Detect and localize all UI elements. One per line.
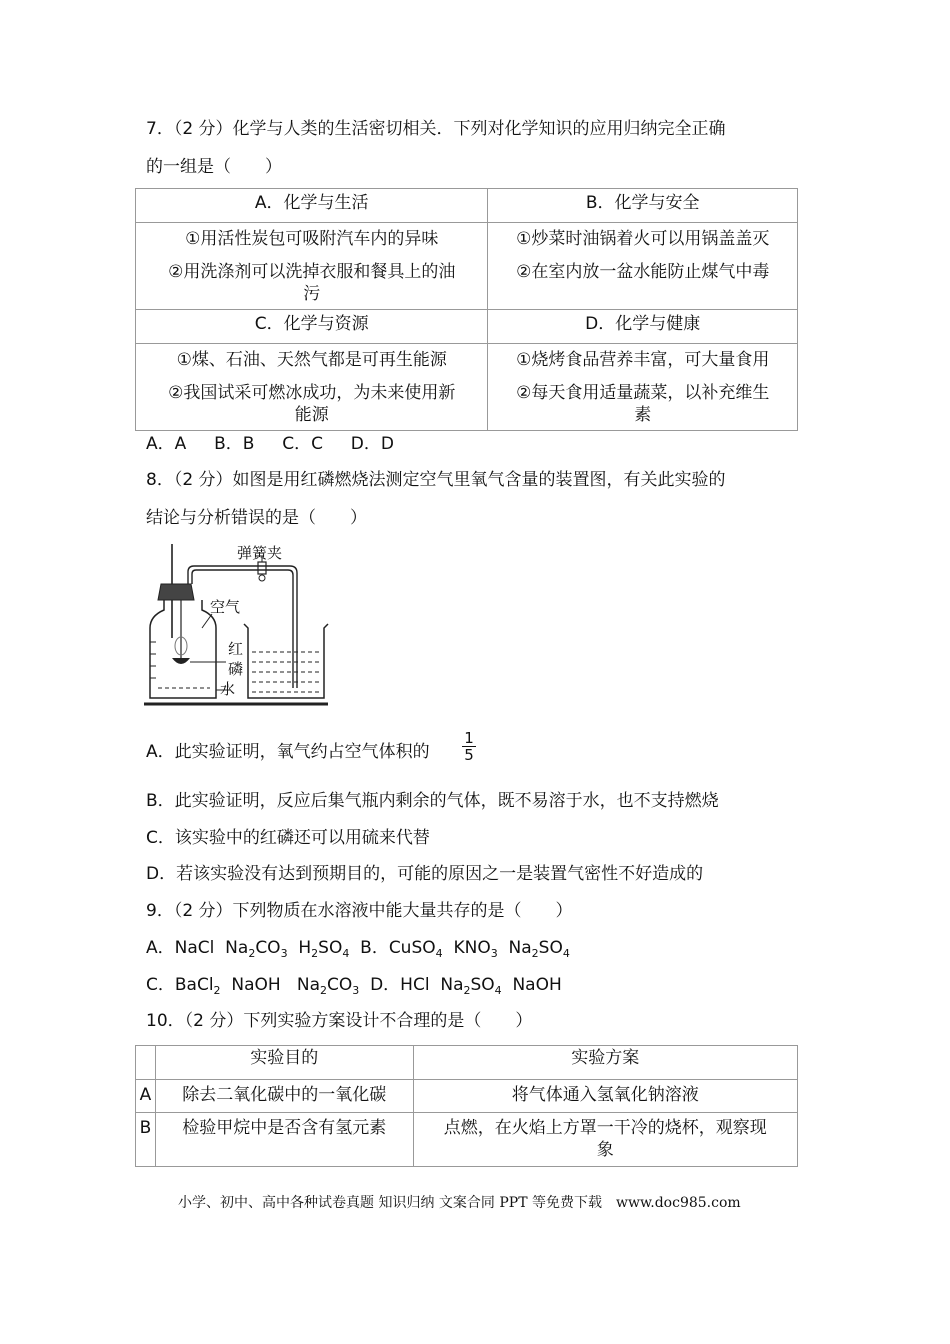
q7-cell-c: ①煤、石油、天然气都是可再生能源 ②我国试采可燃冰成功，为未来使用新 能源 bbox=[136, 344, 488, 431]
q7-cell-a: ①用活性炭包可吸附汽车内的异味 ②用洗涤剂可以洗掉衣服和餐具上的油 污 bbox=[136, 223, 488, 310]
q7-head-a: A．化学与生活 bbox=[136, 189, 488, 223]
q7-options: A．A B．B C．C D．D bbox=[146, 434, 394, 454]
q7-line2: 的一组是（ ） bbox=[146, 157, 282, 177]
q7-table bbox=[135, 188, 798, 431]
q10-head-plan: 实验方案 bbox=[413, 1046, 798, 1080]
q9-options-cd: C．BaCl$_2$ NaOH $Na_2CO_3$ D．HCl $Na_2SO_4$ NaOH bbox=[146, 975, 562, 997]
q8-option-a: A．此实验证明，氧气约占空气体积的 bbox=[146, 742, 430, 762]
q10-row-goal: 检验甲烷中是否含有氢元素 bbox=[155, 1113, 413, 1167]
label-water: 水 bbox=[220, 680, 236, 698]
q8-line1: 8．（2 分）如图是用红磷燃烧法测定空气里氧气含量的装置图，有关此实验的 bbox=[146, 470, 726, 490]
page-footer: 小学、初中、高中各种试卷真题 知识归纳 文案合同 PPT 等免费下载 www.doc985.com bbox=[178, 1195, 741, 1211]
q7-head-b: B．化学与安全 bbox=[488, 189, 798, 223]
q10-row-label: A bbox=[136, 1080, 156, 1113]
label-phosphorus-1: 红 bbox=[228, 640, 244, 658]
q8-option-d: D．若该实验没有达到预期目的，可能的原因之一是装置气密性不好造成的 bbox=[146, 864, 704, 884]
q8-option-b: B．此实验证明，反应后集气瓶内剩余的气体，既不易溶于水，也不支持燃烧 bbox=[146, 791, 719, 811]
apparatus-figure bbox=[140, 538, 340, 710]
q10-head-goal: 实验目的 bbox=[155, 1046, 413, 1080]
q7-head-d: D．化学与健康 bbox=[488, 310, 798, 344]
label-phosphorus-2: 磷 bbox=[228, 660, 244, 678]
q8-line2: 结论与分析错误的是（ ） bbox=[146, 508, 367, 528]
q9-line1: 9．（2 分）下列物质在水溶液中能大量共存的是（ ） bbox=[146, 901, 573, 921]
q10-table bbox=[135, 1045, 798, 1167]
table-row bbox=[136, 1113, 798, 1167]
apparatus-diagram bbox=[140, 538, 340, 710]
fraction-numerator: 1 bbox=[464, 729, 474, 747]
q7-cell-b: ①炒菜时油锅着火可以用锅盖盖灭 ②在室内放一盆水能防止煤气中毒 bbox=[488, 223, 798, 310]
q10-row-plan: 点燃，在火焰上方罩一干冷的烧杯，观察现 象 bbox=[413, 1113, 798, 1167]
q10-row-goal: 除去二氧化碳中的一氧化碳 bbox=[155, 1080, 413, 1113]
fraction-denominator: 5 bbox=[462, 746, 476, 763]
q7-cell-d: ①烧烤食品营养丰富，可大量食用 ②每天食用适量蔬菜，以补充维生 素 bbox=[488, 344, 798, 431]
q9-options-ab: A．NaCl $Na_2CO_3$ $H_2SO_4$ B．CuSO$_4$ $KNO_3$ $Na_2SO_4$ bbox=[146, 938, 570, 960]
q10-row-label: B bbox=[136, 1113, 156, 1167]
label-air: 空气 bbox=[210, 598, 241, 616]
q10-line1: 10．（2 分）下列实验方案设计不合理的是（ ） bbox=[146, 1011, 533, 1031]
q10-head-blank bbox=[136, 1046, 156, 1080]
table-row bbox=[136, 1080, 798, 1113]
q8-option-c: C．该实验中的红磷还可以用硫来代替 bbox=[146, 828, 430, 848]
q7-line1: 7．（2 分）化学与人类的生活密切相关．下列对化学知识的应用归纳完全正确 bbox=[146, 119, 726, 139]
q7-head-c: C．化学与资源 bbox=[136, 310, 488, 344]
q8-fraction bbox=[462, 730, 476, 763]
q10-row-plan: 将气体通入氢氧化钠溶液 bbox=[413, 1080, 798, 1113]
label-clip: 弹簧夹 bbox=[237, 544, 283, 562]
